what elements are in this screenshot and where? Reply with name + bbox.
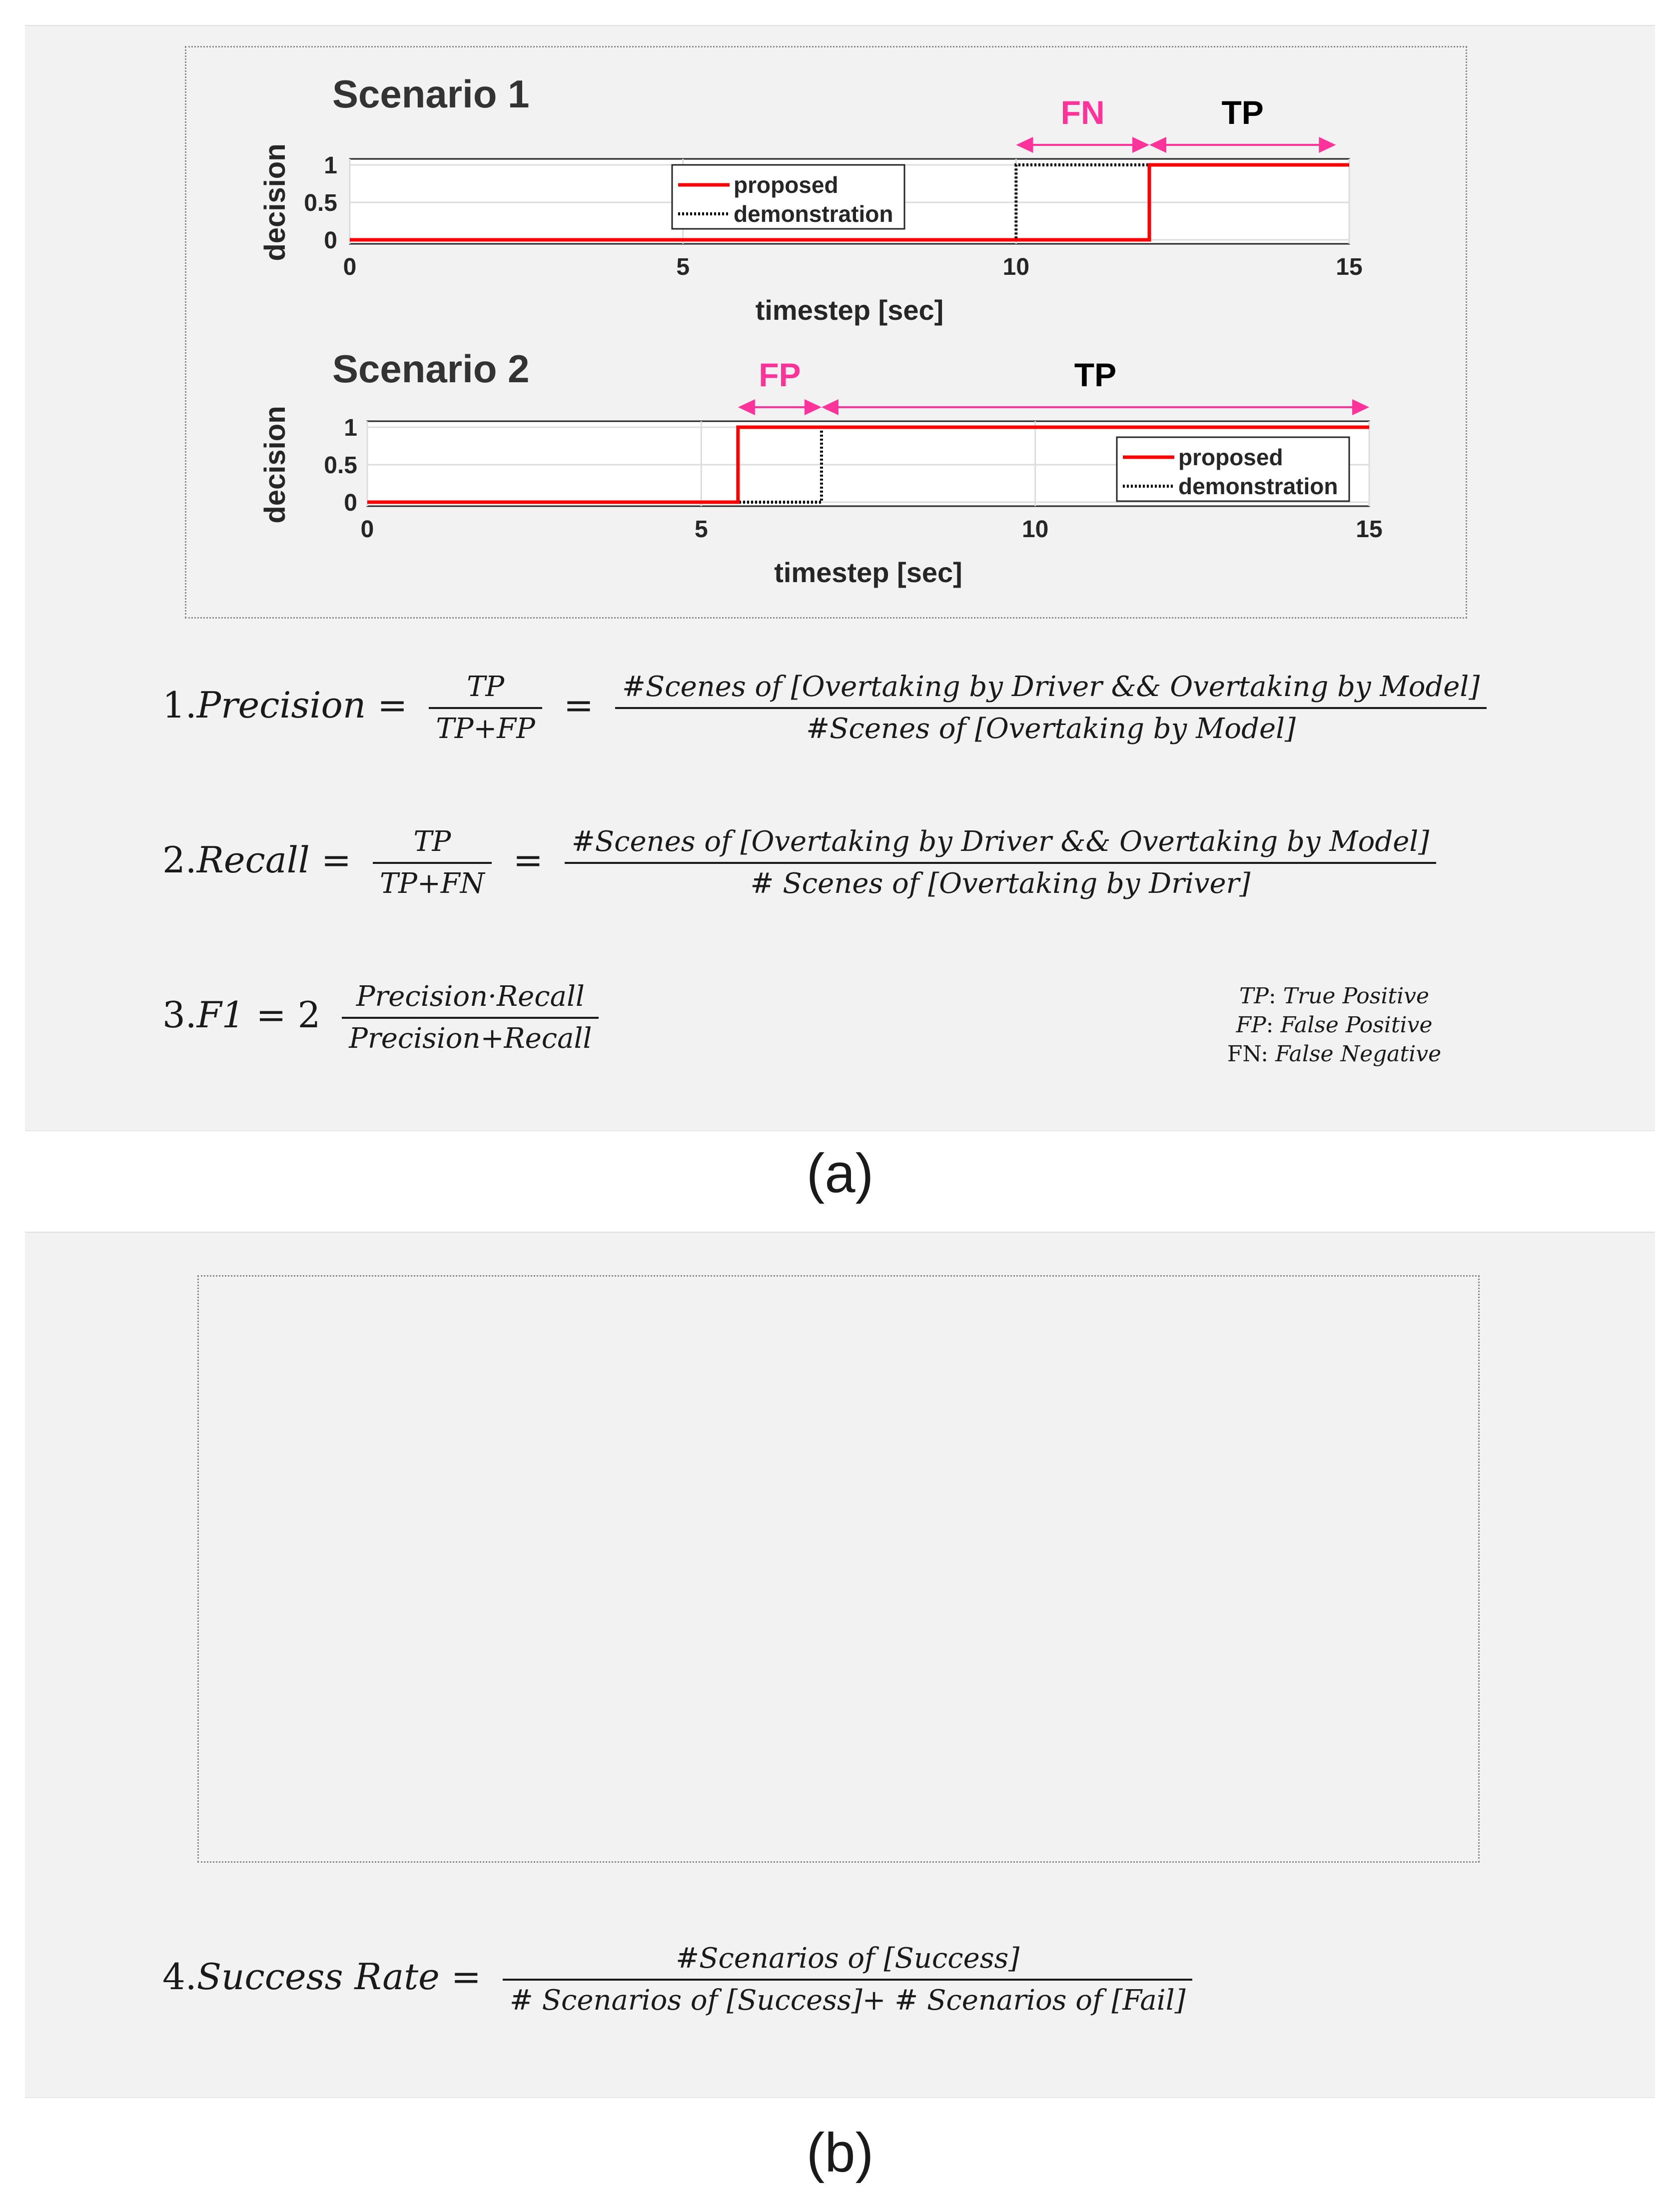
chart1-legend-label-proposed: proposed [734, 172, 839, 198]
chart2-annotation-FP-arrow-left [738, 399, 755, 415]
chart1-annotation-FN-arrow-right [1132, 137, 1149, 153]
panel-b-chart-frame [197, 1275, 1480, 1863]
panel-b-label: (b) [806, 2122, 874, 2184]
recall-fraction-1: $\frac{TP}{TP+FN}$ [373, 822, 492, 904]
chart2-legend-label-proposed: proposed [1178, 444, 1283, 470]
chart2-x-tick-label: 10 [1021, 516, 1049, 543]
chart1-annotation-FN-label: FN [1060, 94, 1105, 131]
precision-fraction-2: $\frac{\text{\#Scenes of [Overtaking by Driver \&\& Overtaking by Model]}}{\text{\#Scenes of [Overtaking by Model]}}$ [615, 667, 1487, 749]
chart1-annotation-FN-arrow-left [1016, 137, 1033, 153]
chart2-x-tick-label: 15 [1356, 516, 1383, 543]
chart2-annotation-FP-label: FP [759, 356, 801, 393]
chart1-y-tick-label: 0.5 [304, 189, 337, 216]
chart2-annotation-TP-label: TP [1074, 356, 1117, 393]
abbreviation-legend [1219, 982, 1449, 1069]
chart1-annotation-TP-label: TP [1221, 94, 1264, 131]
chart2-annotation-TP-arrow-left [822, 399, 839, 415]
chart2-annotation-FP-arrow-right [805, 399, 822, 415]
chart1-x-tick-label: 15 [1336, 254, 1363, 280]
f1-fraction: $\frac{\text{Precision·Recall}}{\text{Precision+Recall}}$ [342, 977, 599, 1059]
chart1-title: Scenario 1 [332, 72, 530, 116]
chart2-y-axis-label: decision [259, 406, 291, 524]
chart2-title: Scenario 2 [332, 347, 530, 391]
f1-formula: 3.F1 = 2 $\frac{\text{Precision·Recall}}{\text{Precision+Recall}}$ [162, 977, 609, 1059]
abbr-fn: FN: False Negative [1227, 1041, 1442, 1067]
chart2-legend-label-demonstration: demonstration [1178, 473, 1338, 499]
panel-a-label: (a) [806, 1143, 874, 1204]
chart1-x-tick-label: 10 [1002, 254, 1030, 280]
success-rate-formula: 4.Success Rate = $\frac{\text{\#Scenarios of [Success]}}{\text{\# Scenarios of [Success]+ \# Scenarios of [Fail]}}$ [162, 1939, 1202, 2021]
abbr-fp: FP: False Positive [1236, 1012, 1433, 1038]
chart1-y-axis-label: decision [259, 143, 291, 261]
chart1-legend-label-demonstration: demonstration [734, 201, 893, 227]
chart2-y-tick-label: 0.5 [324, 452, 357, 479]
recall-formula: 2.Recall = $\frac{TP}{TP+FN}$ = $\frac{\text{\#Scenes of [Overtaking by Driver \&\& Overtaking by Model]}}{\text{\# Scenes of [Overtaking by Driver]}}$ [162, 822, 1446, 904]
chart1-x-tick-label: 0 [343, 254, 357, 280]
chart1-x-tick-label: 5 [676, 254, 690, 280]
precision-formula: 1.Precision = $\frac{TP}{TP+FP}$ = $\frac{\text{\#Scenes of [Overtaking by Driver \&\& Overtaking by Model]}}{\text{\#Scenes of [Overtaking by Model]}}$ [162, 667, 1497, 749]
chart1-annotation-TP-arrow-right [1319, 137, 1336, 153]
chart2-x-tick-label: 0 [360, 516, 374, 543]
chart2-x-tick-label: 5 [694, 516, 708, 543]
chart1-y-tick-label: 1 [324, 152, 337, 179]
precision-fraction-1: $\frac{TP}{TP+FP}$ [429, 667, 542, 749]
chart2-y-tick-label: 1 [344, 414, 357, 441]
success-rate-fraction: $\frac{\text{\#Scenarios of [Success]}}{\text{\# Scenarios of [Success]+ \# Scenarios of [Fail]}}$ [503, 1939, 1193, 2021]
chart2-y-tick-label: 0 [344, 489, 357, 516]
chart1-annotation-TP-arrow-left [1149, 137, 1166, 153]
abbr-tp: TP: True Positive [1239, 983, 1430, 1009]
chart2-x-axis-label: timestep [sec] [774, 557, 962, 588]
chart1-x-axis-label: timestep [sec] [755, 294, 944, 326]
chart2-annotation-TP-arrow-right [1352, 399, 1369, 415]
recall-fraction-2: $\frac{\text{\#Scenes of [Overtaking by Driver \&\& Overtaking by Model]}}{\text{\# Scenes of [Overtaking by Driver]}}$ [565, 822, 1436, 904]
chart1-y-tick-label: 0 [324, 227, 337, 254]
